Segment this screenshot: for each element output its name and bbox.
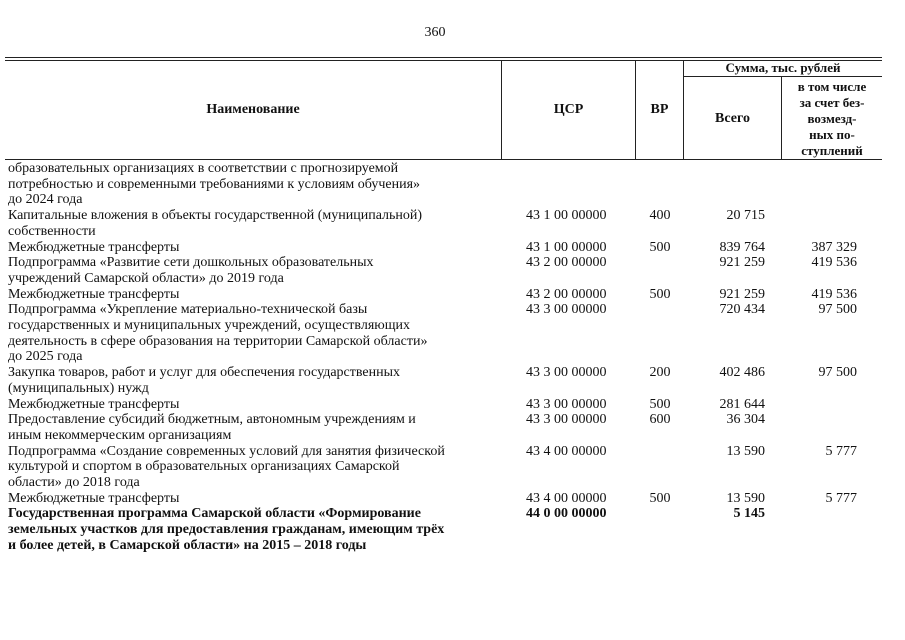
row-name-line: до 2024 года: [8, 192, 83, 208]
row-total: 281 644: [719, 396, 765, 412]
row-name: [5, 287, 498, 303]
row-total: 5 145: [733, 506, 765, 522]
row-vr: 400: [649, 208, 671, 224]
row-name: [5, 491, 498, 507]
row-name-line: земельных участков для предоставления гражданам, имеющим трёх: [8, 522, 445, 538]
table-row: [5, 412, 882, 443]
row-name-line: и более детей, в Самарской области» на 2015 – 2018 годы: [8, 537, 367, 553]
row-csr: 43 2 00 00000: [526, 286, 607, 302]
table-row: [5, 240, 882, 256]
row-name-line: образовательных организациях в соответствии с прогнозируемой: [8, 161, 399, 176]
header-total: Всего: [684, 77, 782, 160]
row-csr: 44 0 00 00000: [526, 506, 607, 522]
row-name-line: учреждений Самарской области» до 2019 года: [8, 270, 284, 286]
header-sum: Сумма, тыс. рублей: [684, 60, 882, 77]
row-csr: 43 1 00 00000: [526, 208, 607, 224]
row-name-line: Подпрограмма «Укрепление материально-технической базы: [8, 302, 368, 318]
row-csr: 43 3 00 00000: [526, 412, 607, 428]
row-name: [5, 208, 498, 239]
header-including-line: ных по-: [809, 126, 855, 142]
row-name-line: деятельность в сфере образования на территории Самарской области»: [8, 333, 428, 349]
row-name: [5, 365, 498, 396]
table-row: [5, 161, 882, 208]
row-vr: 500: [649, 490, 671, 506]
row-vr: 600: [649, 412, 671, 428]
row-name: [5, 240, 498, 256]
row-csr: 43 3 00 00000: [526, 396, 607, 412]
top-rule: [5, 57, 882, 58]
table-row: [5, 365, 882, 396]
row-total: 13 590: [726, 490, 765, 506]
header-name: Наименование: [5, 60, 502, 160]
table-row: [5, 506, 882, 553]
table-row: [5, 287, 882, 303]
table-header: [5, 60, 882, 160]
row-total: 36 304: [726, 412, 765, 428]
row-name-line: (муниципальных) нужд: [8, 380, 149, 396]
page-number: 360: [424, 25, 446, 40]
row-name: [5, 161, 498, 208]
row-csr: 43 3 00 00000: [526, 302, 607, 318]
table-row: [5, 255, 882, 286]
row-name-line: государственных и муниципальных учреждений, осуществляющих: [8, 318, 410, 334]
row-name-line: Капитальные вложения в объекты государственной (муниципальной): [8, 208, 423, 224]
row-total: 402 486: [719, 365, 765, 381]
header-csr: ЦСР: [502, 60, 636, 160]
row-name: [5, 397, 498, 413]
row-name-line: Государственная программа Самарской области «Формирование: [8, 506, 421, 522]
row-name-line: Подпрограмма «Создание современных условий для занятия физической: [8, 443, 445, 459]
row-including: 419 536: [811, 286, 857, 302]
header-including-line: в том числе: [797, 78, 867, 94]
row-including: 5 777: [825, 490, 857, 506]
row-name-line: культурой и спортом в образовательных организациях Самарской: [8, 459, 400, 475]
row-name-line: иным некоммерческим организациям: [8, 427, 232, 443]
row-including: 5 777: [825, 443, 857, 459]
row-including: 387 329: [811, 239, 857, 255]
row-total: 921 259: [719, 286, 765, 302]
row-name-line: области» до 2018 года: [8, 475, 140, 491]
table-row: [5, 302, 882, 365]
row-name: [5, 302, 498, 365]
row-name-line: Подпрограмма «Развитие сети дошкольных образовательных: [8, 255, 374, 271]
row-total: 839 764: [719, 239, 765, 255]
row-name: [5, 444, 498, 491]
row-name: [5, 255, 498, 286]
table-row: [5, 491, 882, 507]
row-csr: 43 2 00 00000: [526, 255, 607, 271]
header-including-line: за счет без-: [799, 94, 865, 110]
row-name-line: Предоставление субсидий бюджетным, автономным учреждениям и: [8, 412, 416, 428]
table-row: [5, 208, 882, 239]
row-name-line: до 2025 года: [8, 349, 83, 365]
row-name-line: собственности: [8, 223, 96, 239]
table-body: [5, 161, 882, 554]
header-including-line: возмезд-: [807, 110, 857, 126]
header-vr: ВР: [636, 60, 684, 160]
row-including: 97 500: [818, 365, 857, 381]
row-total: 921 259: [719, 255, 765, 271]
header-including-line: ступлений: [801, 142, 863, 158]
row-csr: 43 4 00 00000: [526, 443, 607, 459]
row-total: 20 715: [726, 208, 765, 224]
row-name-line: Межбюджетные трансферты: [8, 239, 180, 255]
row-vr: 500: [649, 239, 671, 255]
row-csr: 43 1 00 00000: [526, 239, 607, 255]
row-name: [5, 412, 498, 443]
row-csr: 43 3 00 00000: [526, 365, 607, 381]
row-vr: 200: [649, 365, 671, 381]
table-row: [5, 397, 882, 413]
row-name-line: Межбюджетные трансферты: [8, 286, 180, 302]
row-including: 97 500: [818, 302, 857, 318]
row-csr: 43 4 00 00000: [526, 490, 607, 506]
row-name-line: потребностью и современными требованиями к условиям обучения»: [8, 176, 421, 192]
row-name: [5, 506, 498, 553]
row-vr: 500: [649, 396, 671, 412]
table-row: [5, 444, 882, 491]
row-total: 720 434: [719, 302, 765, 318]
row-name-line: Межбюджетные трансферты: [8, 396, 180, 412]
header-including: [782, 77, 882, 160]
row-total: 13 590: [726, 443, 765, 459]
row-name-line: Межбюджетные трансферты: [8, 490, 180, 506]
row-name-line: Закупка товаров, работ и услуг для обеспечения государственных: [8, 365, 401, 381]
row-including: 419 536: [811, 255, 857, 271]
row-vr: 500: [649, 286, 671, 302]
